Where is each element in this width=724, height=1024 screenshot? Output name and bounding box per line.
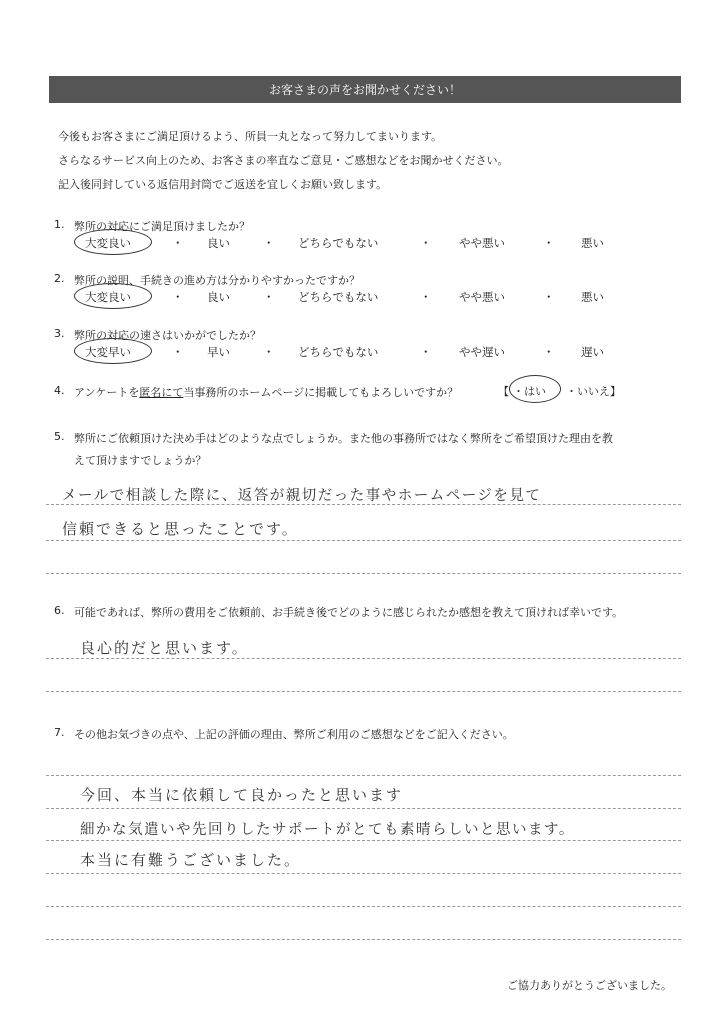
separator-dot: ・ xyxy=(420,345,432,359)
option-neutral[interactable]: どちらでもない xyxy=(298,345,379,359)
writing-line xyxy=(46,540,681,541)
writing-line xyxy=(46,573,681,574)
handwritten-answer: 今回、本当に依頼して良かったと思います xyxy=(80,786,404,804)
writing-line xyxy=(46,658,681,659)
question-4 xyxy=(54,384,458,400)
separator-dot: ・ xyxy=(543,236,555,250)
page-header xyxy=(49,76,681,103)
option-fast[interactable]: 早い xyxy=(207,345,230,359)
question-text: 弊所の対応にご満足頂けましたか？ xyxy=(74,220,250,233)
question-3 xyxy=(54,327,261,343)
question-text: その他お気づきの点や、上記の評価の理由、弊所ご利用のご感想などをご記入ください。 xyxy=(74,728,514,741)
question-number: 6. xyxy=(54,604,65,617)
question-text: 弊所の対応の速さはいかがでしたか？ xyxy=(74,329,261,342)
handwritten-answer: 本当に有難うございました。 xyxy=(80,851,302,869)
writing-line xyxy=(46,840,681,841)
separator-dot: ・ xyxy=(420,236,432,250)
option-yes[interactable]: ・はい xyxy=(513,385,546,398)
question-text-before: アンケートを xyxy=(74,386,140,399)
bracket-open: 【 xyxy=(498,385,509,398)
question-text-cont: えて頂けますでしょうか？ xyxy=(74,454,207,467)
option-very-good[interactable]: 大変良い xyxy=(85,290,131,304)
writing-line xyxy=(46,906,681,907)
question-number: 5. xyxy=(54,430,65,443)
handwritten-answer: メールで相談した際に、返答が親切だった事やホームページを見て xyxy=(62,488,542,504)
option-neutral[interactable]: どちらでもない xyxy=(298,290,379,304)
handwritten-answer: 信頼できると思ったことです。 xyxy=(62,520,299,538)
handwritten-answer: 良心的だと思います。 xyxy=(80,639,249,657)
option-bad[interactable]: 悪い xyxy=(581,236,604,250)
question-1 xyxy=(54,218,250,234)
question-text-after: 当事務所のホームページに掲載してもよろしいですか？ xyxy=(183,386,459,399)
question-number: 4. xyxy=(54,384,65,397)
header-title: お客さまの声をお聞かせください！ xyxy=(268,83,461,97)
question-number: 2. xyxy=(54,272,65,285)
separator-dot: ・ xyxy=(263,290,275,304)
option-very-good[interactable]: 大変良い xyxy=(85,236,131,250)
question-number: 1. xyxy=(54,218,65,231)
writing-line xyxy=(46,939,681,940)
option-somewhat-bad[interactable]: やや悪い xyxy=(459,236,505,250)
writing-line xyxy=(46,775,681,776)
writing-line xyxy=(46,873,681,874)
question-text: 弊所の説明、手続きの進め方は分かりやすかったですか？ xyxy=(74,274,360,287)
separator-dot: ・ xyxy=(263,236,275,250)
question-7 xyxy=(54,726,514,742)
separator-dot: ・ xyxy=(172,290,184,304)
option-no[interactable]: ・いいえ xyxy=(566,385,610,398)
option-somewhat-bad[interactable]: やや悪い xyxy=(459,290,505,304)
question-5 xyxy=(54,430,613,446)
option-slow[interactable]: 遅い xyxy=(581,345,604,359)
separator-dot: ・ xyxy=(420,290,432,304)
writing-line xyxy=(46,808,681,809)
footer-thanks: ご協力ありがとうございました。 xyxy=(507,979,672,992)
intro-line: 今後もお客さまにご満足頂けるよう、所員一丸となって努力してまいります。 xyxy=(58,130,443,143)
option-good[interactable]: 良い xyxy=(207,236,230,250)
question-6 xyxy=(54,604,623,620)
separator-dot: ・ xyxy=(172,236,184,250)
option-bad[interactable]: 悪い xyxy=(581,290,604,304)
question-number: 3. xyxy=(54,327,65,340)
handwritten-answer: 細かな気遣いや先回りしたサポートがとても素晴らしいと思います。 xyxy=(80,822,575,838)
intro-line: 記入後同封している返信用封筒でご返送を宜しくお願い致します。 xyxy=(58,178,388,191)
option-good[interactable]: 良い xyxy=(207,290,230,304)
separator-dot: ・ xyxy=(263,345,275,359)
option-very-fast[interactable]: 大変早い xyxy=(85,345,131,359)
question-text: 可能であれば、弊所の費用をご依頼前、お手続き後でどのように感じられたか感想を教えて頂ければ幸いです。 xyxy=(74,606,624,619)
option-somewhat-slow[interactable]: やや遅い xyxy=(459,345,505,359)
question-text-underlined: 匿名にて xyxy=(139,386,184,399)
question-text: 弊所にご依頼頂けた決め手はどのような点でしょうか。また他の事務所ではなく弊所をご希望頂けた理由を教 xyxy=(74,432,613,445)
bracket-close: 】 xyxy=(610,385,621,398)
option-neutral[interactable]: どちらでもない xyxy=(298,236,379,250)
writing-line xyxy=(46,691,681,692)
question-number: 7. xyxy=(54,726,65,739)
separator-dot: ・ xyxy=(172,345,184,359)
writing-line xyxy=(46,504,681,505)
intro-line: さらなるサービス向上のため、お客さまの率直なご意見・ご感想などをお聞かせください。 xyxy=(58,154,509,167)
separator-dot: ・ xyxy=(543,290,555,304)
separator-dot: ・ xyxy=(543,345,555,359)
